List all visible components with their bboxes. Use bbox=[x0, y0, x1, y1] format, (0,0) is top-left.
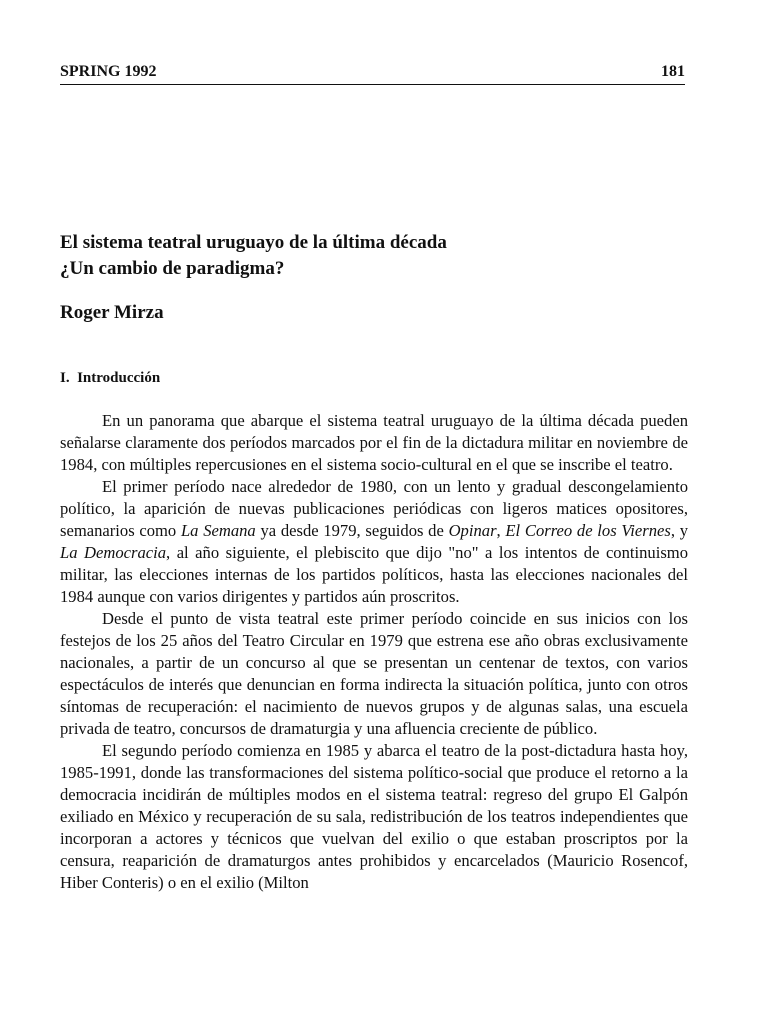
running-head bbox=[60, 62, 685, 85]
paragraph-2 bbox=[60, 476, 688, 608]
paragraph-1: En un panorama que abarque el sistema teatral uruguayo de la última década pueden señalarse claramente dos períodos marcados por el fin de la dictadura militar en noviembre de 1984, con múltiples repercusiones en el sistema socio-cultural en el que se inscribe el teatro. bbox=[60, 411, 688, 474]
journal-issue: SPRING 1992 bbox=[60, 63, 157, 80]
paragraph-2-text: , al año siguiente, el plebiscito que dijo "no" a los intentos de continuismo militar, las elecciones internas de los partidos políticos, hasta las elecciones nacionales del 1984 aunque con varios dirigentes y partidos aún proscritos. bbox=[60, 543, 688, 606]
italic-title: La Semana bbox=[180, 521, 256, 540]
article-title bbox=[60, 230, 700, 282]
paragraph-2-text: ya desde 1979, seguidos de bbox=[255, 521, 449, 540]
title-line-1: El sistema teatral uruguayo de la última década bbox=[60, 232, 447, 253]
paragraph-3: Desde el punto de vista teatral este primer período coincide en sus inicios con los festejos de los 25 años del Teatro Circular en 1979 que estrena ese año obras exclusivamente nacionales, a partir de un concurso al que se presentan un centenar de textos, con varios espectáculos de interés que denuncian en forma indirecta la situación política, junto con otros síntomas de recuperación: el nacimiento de nuevos grupos y de algunas salas, una escuela privada de teatro, concursos de dramaturgia y una afluencia creciente de público. bbox=[60, 609, 688, 738]
paragraph-2-text: , bbox=[496, 521, 506, 540]
italic-title: Opinar bbox=[448, 521, 497, 540]
paragraph-2-text: El primer período nace alrededor de 1980, con un lento y gradual descongelamiento político, la aparición de nuevas publicaciones periódicas con ligeros matices opositores, semanarios como bbox=[60, 477, 688, 540]
italic-title: La Democracia bbox=[60, 543, 167, 562]
title-line-2: ¿Un cambio de paradigma? bbox=[60, 258, 285, 279]
paragraph-4: El segundo período comienza en 1985 y abarca el teatro de la post-dictadura hasta hoy, 1985-1991, donde las transformaciones del sistema político-social que produce el retorno a la democracia incidirán de múltiples modos en el sistema teatral: regreso del grupo El Galpón exiliado en México y recuperación de su sala, redistribución de los teatros independientes que incorporan a actores y técnicos que vuelvan del exilio o que estaban proscriptos por la censura, reaparición de dramaturgos antes prohibidos y encarcelados (Mauricio Rosencof, Hiber Conteris) o en el exilio (Milton bbox=[60, 741, 688, 892]
page-number: 181 bbox=[661, 63, 685, 80]
italic-title: El Correo de los Viernes bbox=[505, 521, 671, 540]
section-heading: I. Introducción bbox=[60, 370, 161, 386]
body-text bbox=[60, 410, 688, 894]
paragraph-2-text: , y bbox=[670, 521, 689, 540]
author-name: Roger Mirza bbox=[60, 302, 164, 323]
